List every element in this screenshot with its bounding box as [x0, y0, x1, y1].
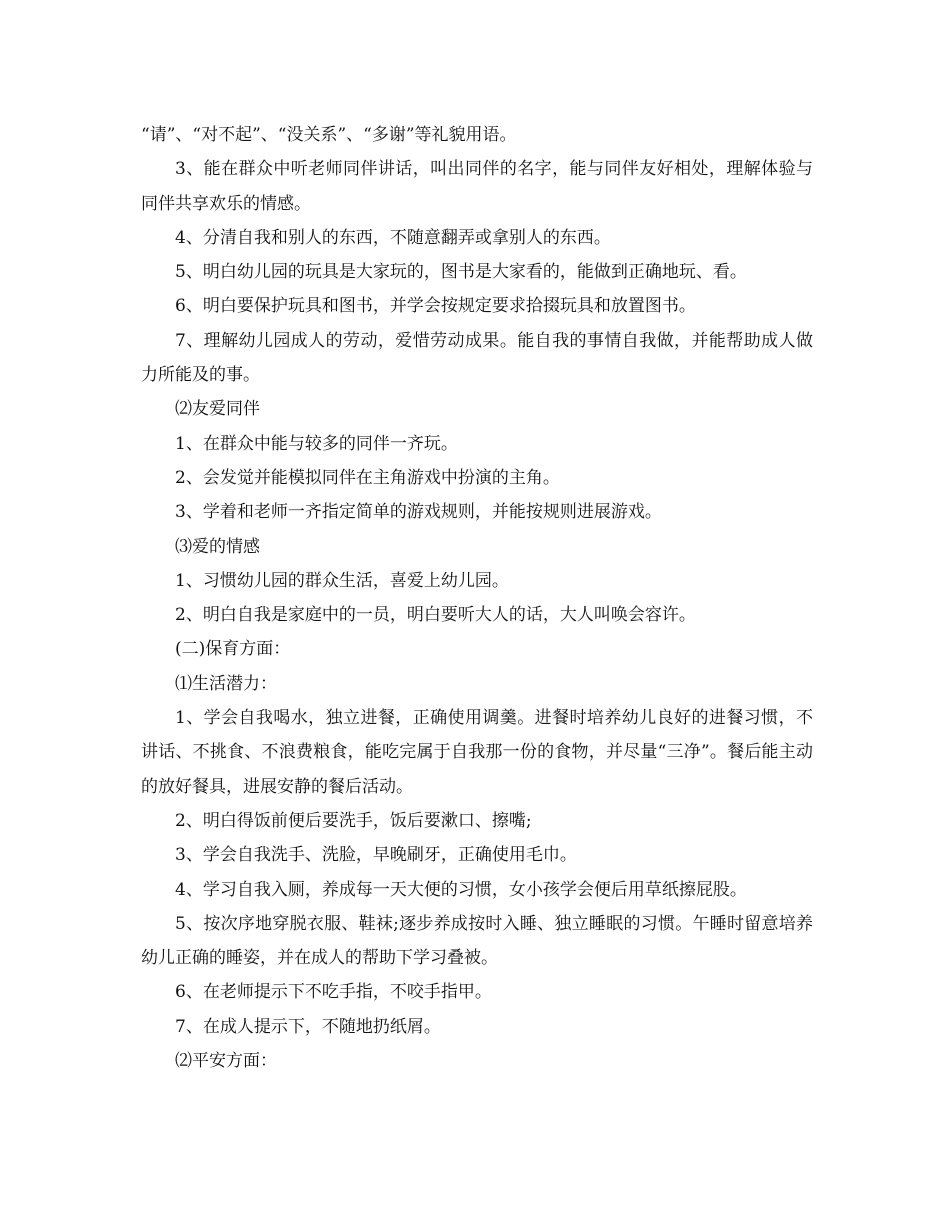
paragraph-19: 4、学习自我入厕，养成每一天大便的习惯，女小孩学会便后用草纸擦屁股。: [175, 879, 747, 900]
paragraph-16: 1、学会自我喝水，独立进餐，正确使用调羹。进餐时培养幼儿良好的进餐习惯，不讲话、不挑食、不浪费粮食，能吃完属于自我那一份的食物，并尽量“三净”。餐后能主动的放好餐具，进展安静的餐后活动。: [141, 708, 813, 797]
section-heading-love-emotion: ⑶爱的情感: [175, 536, 260, 557]
paragraph-6: 7、理解幼儿园成人的劳动，爱惜劳动成果。能自我的事情自我做，并能帮助成人做力所能及的事。: [141, 330, 813, 386]
paragraph-20: 5、按次序地穿脱衣服、鞋袜;逐步养成按时入睡、独立睡眠的习惯。午睡时留意培养幼儿正确的睡姿，并在成人的帮助下学习叠被。: [141, 913, 813, 969]
paragraph-21: 6、在老师提示下不吃手指，不咬手指甲。: [175, 982, 492, 1003]
paragraph-10: 3、学着和老师一齐指定简单的游戏规则，并能按规则进展游戏。: [175, 502, 662, 523]
paragraph-17: 2、明白得饭前便后要洗手，饭后要漱口、擦嘴;: [175, 810, 532, 831]
paragraph-12: 1、习惯幼儿园的群众生活，喜爱上幼儿园。: [175, 570, 509, 591]
section-heading-friendly-peers: ⑵友爱同伴: [175, 399, 260, 420]
paragraph-9: 2、会发觉并能模拟同伴在主角游戏中扮演的主角。: [175, 467, 560, 488]
paragraph-2: 3、能在群众中听老师同伴讲话，叫出同伴的名字，能与同伴友好相处，理解体验与同伴共享欢乐的情感。: [141, 159, 813, 214]
section-heading-childcare: (二)保育方面：: [175, 639, 291, 660]
document-body: [141, 118, 813, 1078]
paragraph-5: 6、明白要保护玩具和图书，并学会按规定要求拾掇玩具和放置图书。: [175, 296, 696, 317]
paragraph-13: 2、明白自我是家庭中的一员，明白要听大人的话，大人叫唤会容许。: [175, 605, 696, 626]
section-heading-life-ability: ⑴生活潜力：: [175, 673, 277, 694]
paragraph-18: 3、学会自我洗手、洗脸，早晚刷牙，正确使用毛巾。: [175, 845, 577, 866]
paragraph-8: 1、在群众中能与较多的同伴一齐玩。: [175, 433, 458, 454]
section-heading-safety: ⑵平安方面：: [175, 1051, 277, 1072]
paragraph-4: 5、明白幼儿园的玩具是大家玩的，图书是大家看的，能做到正确地玩、看。: [175, 262, 747, 283]
paragraph-3: 4、分清自我和别人的东西，不随意翻弄或拿别人的东西。: [175, 227, 611, 248]
paragraph-22: 7、在成人提示下，不随地扔纸屑。: [175, 1016, 441, 1037]
paragraph-1: “请”、“对不起”、“没关系”、“多谢”等礼貌用语。: [141, 125, 517, 145]
